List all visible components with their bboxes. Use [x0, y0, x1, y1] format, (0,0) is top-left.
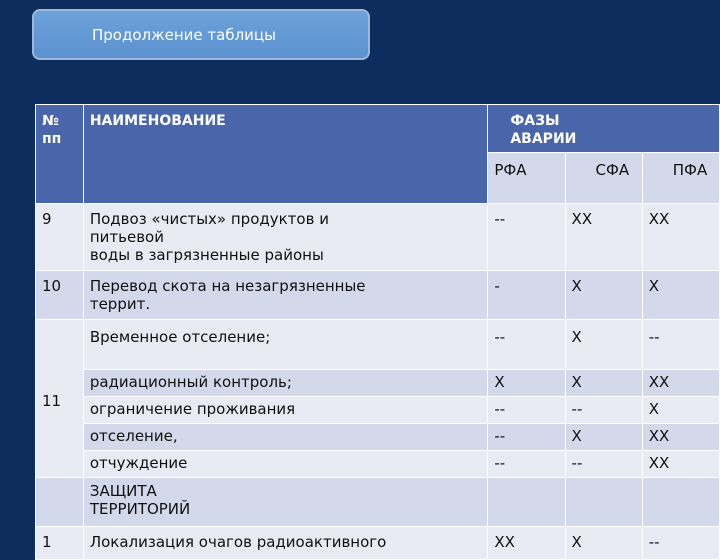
- row-rfa: --: [488, 204, 565, 271]
- row-name: радиационный контроль;: [83, 370, 488, 397]
- row-sfa: --: [565, 451, 642, 478]
- row-name: ограничение проживания: [83, 397, 488, 424]
- row-sfa: --: [565, 397, 642, 424]
- row-pfa: Х: [642, 271, 719, 320]
- table-row: [36, 397, 720, 424]
- section-rfa: [488, 478, 565, 527]
- row-num: 1: [36, 527, 84, 560]
- section-title: [83, 478, 488, 527]
- row-sfa: Х: [565, 370, 642, 397]
- table-row: [36, 271, 720, 320]
- row-sfa: Х: [565, 271, 642, 320]
- measures-table: [35, 104, 720, 560]
- row-name: Подвоз «чистых» продуктов и питьевой воды в загрязненные районы: [83, 204, 488, 271]
- row-pfa: ХХ: [642, 370, 719, 397]
- row-name: отчуждение: [83, 451, 488, 478]
- row-pfa: ХХ: [642, 424, 719, 451]
- header-rfa: РФА: [488, 153, 565, 204]
- row-pfa: --: [642, 320, 719, 370]
- row-sfa: Х: [565, 424, 642, 451]
- header-pfa: ПФА: [642, 153, 719, 204]
- table-row: [36, 320, 720, 370]
- row-rfa: ХХ: [488, 527, 565, 560]
- section-title-text: ЗАЩИТА ТЕРРИТОРИЙ: [89, 482, 191, 518]
- row-rfa: --: [488, 451, 565, 478]
- continuation-banner: [32, 9, 370, 60]
- row-name: Временное отселение;: [83, 320, 488, 370]
- row-sfa: ХХ: [565, 204, 642, 271]
- row-sfa: Х: [565, 320, 642, 370]
- table-row: [36, 370, 720, 397]
- row-name: Локализация очагов радиоактивного: [83, 527, 488, 560]
- section-num: [36, 478, 84, 527]
- row-name: Перевод скота на незагрязненные террит.: [83, 271, 488, 320]
- table-row: [36, 451, 720, 478]
- table-header-row: [36, 105, 720, 153]
- row-num: 11: [36, 320, 84, 478]
- table-row: [36, 527, 720, 560]
- table-row: [36, 204, 720, 271]
- row-pfa: --: [642, 527, 719, 560]
- row-rfa: --: [488, 424, 565, 451]
- row-name: отселение,: [83, 424, 488, 451]
- section-row: [36, 478, 720, 527]
- header-name: НАИМЕНОВАНИЕ: [83, 105, 488, 204]
- row-num: 10: [36, 271, 84, 320]
- section-pfa: [642, 478, 719, 527]
- row-pfa: ХХ: [642, 451, 719, 478]
- row-pfa: Х: [642, 397, 719, 424]
- header-sfa: СФА: [565, 153, 642, 204]
- row-pfa: ХХ: [642, 204, 719, 271]
- row-rfa: Х: [488, 370, 565, 397]
- row-rfa: --: [488, 397, 565, 424]
- row-rfa: -: [488, 271, 565, 320]
- row-sfa: Х: [565, 527, 642, 560]
- banner-text: Продолжение таблицы: [92, 25, 276, 44]
- section-sfa: [565, 478, 642, 527]
- row-num: 9: [36, 204, 84, 271]
- table-row: [36, 424, 720, 451]
- header-phases: ФАЗЫ АВАРИИ: [488, 105, 720, 153]
- row-rfa: --: [488, 320, 565, 370]
- header-num: № пп: [36, 105, 84, 204]
